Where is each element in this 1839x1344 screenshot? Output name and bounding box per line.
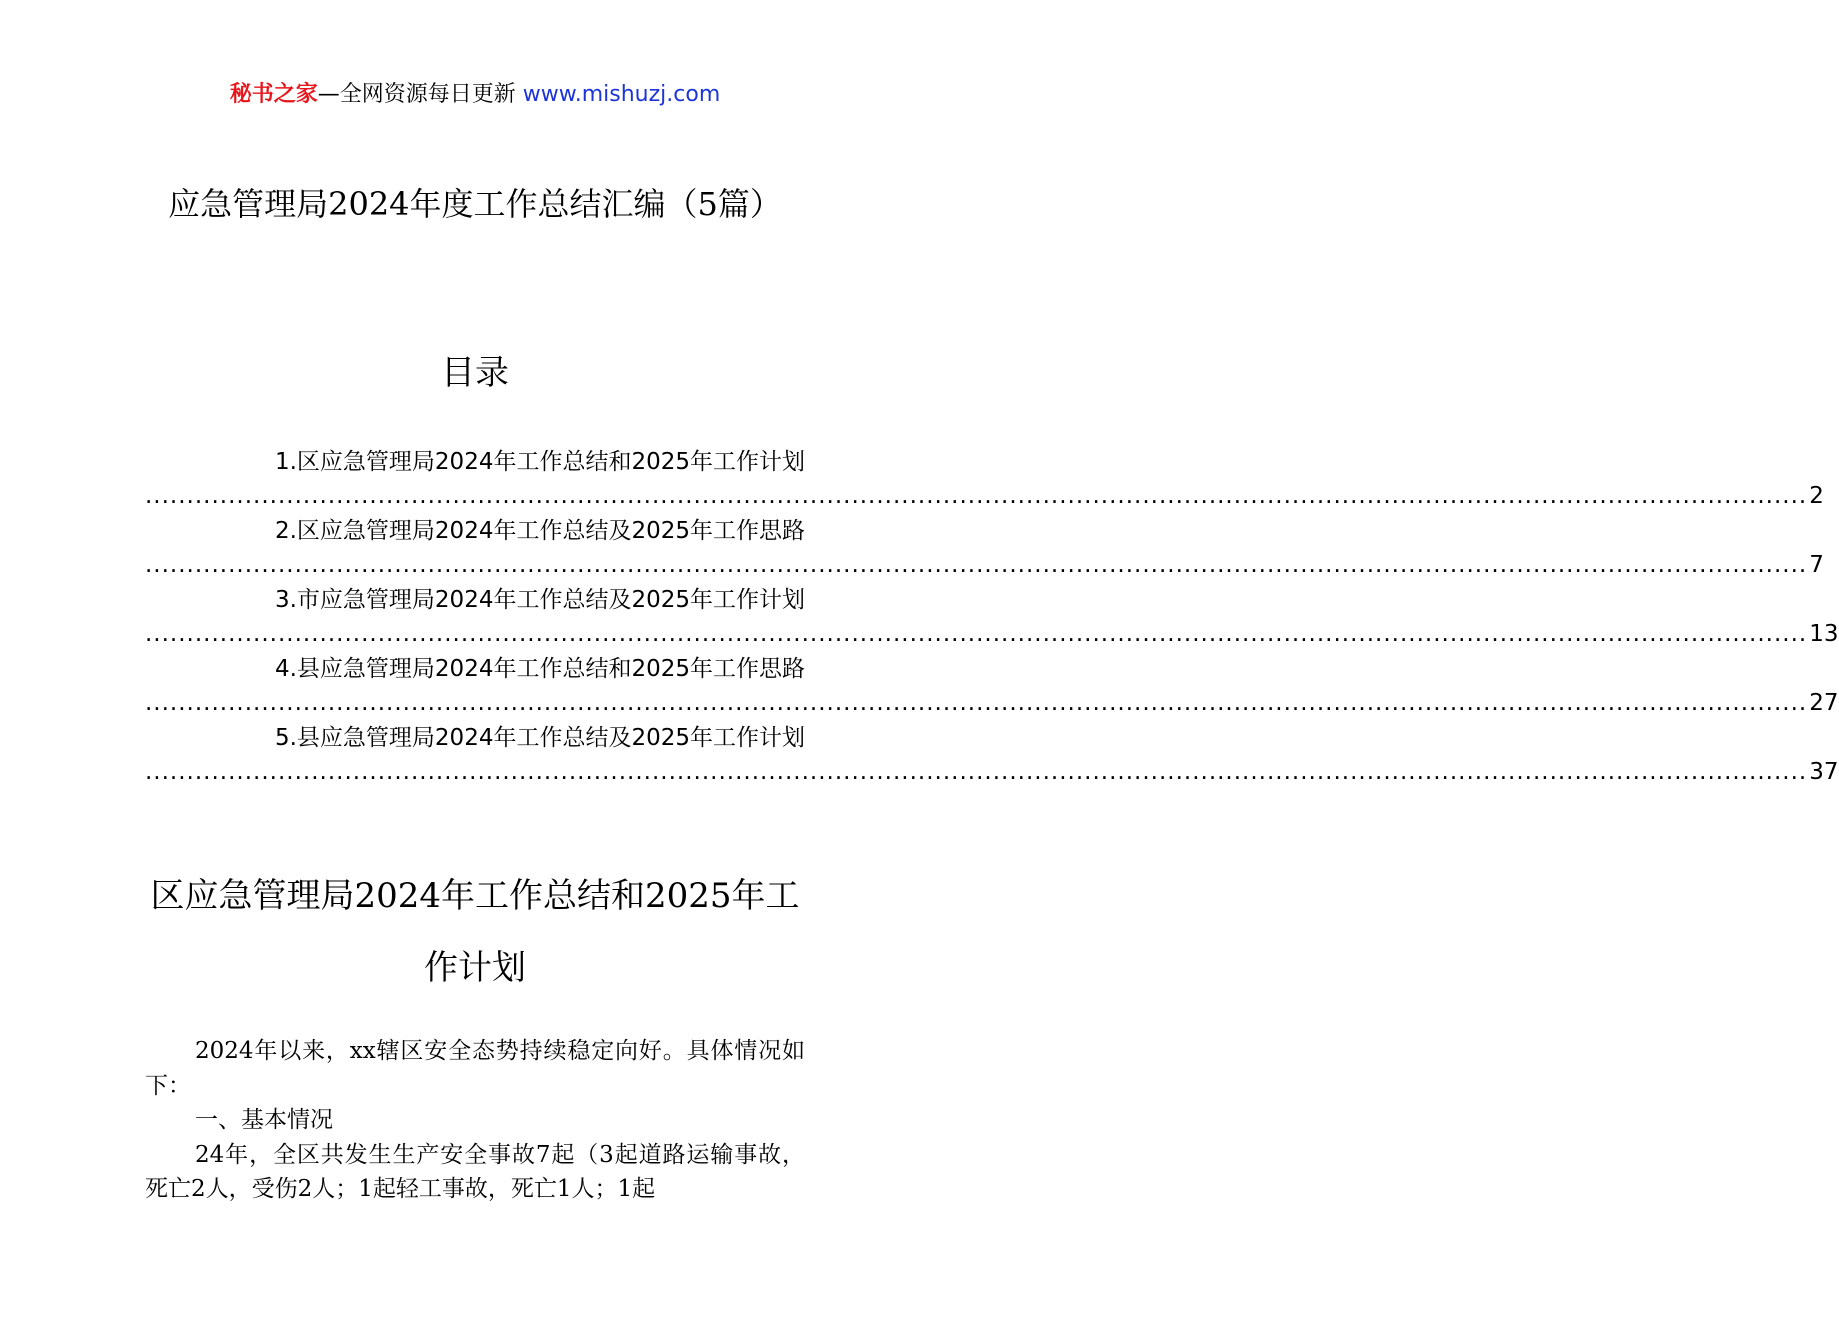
toc-heading: 目录 [441, 353, 509, 393]
dot-leader: ........................................................................................................................................................................................................ [145, 621, 1808, 647]
subheading-basic-situation: 一、基本情况 [195, 1107, 333, 1133]
site-url-link[interactable]: www.mishuzj.com [522, 82, 721, 107]
document-title: 应急管理局2024年度工作总结汇编（5篇） [168, 185, 782, 223]
site-header [0, 80, 950, 110]
toc-entry-5[interactable] [145, 721, 1839, 790]
toc-entry-page[interactable]: 2 [1809, 483, 1824, 509]
toc-entry-leader [145, 755, 1839, 790]
body-paragraph: 24年，全区共发生生产安全事故7起（3起道路运输事故，死亡2人，受伤2人；1起轻工事故，死亡1人；1起 [145, 1141, 805, 1202]
body-paragraph: 2024年以来，xx辖区安全态势持续稳定向好。具体情况如下： [145, 1038, 805, 1099]
brand-name: 秘书之家 [229, 82, 318, 107]
section-title: 区应急管理局2024年工作总结和2025年工作计划 [150, 876, 800, 988]
toc-entry-1[interactable] [145, 445, 1824, 514]
dot-leader: ........................................................................................................................................................................................................ [145, 552, 1808, 578]
toc-entry-2[interactable] [145, 514, 1824, 583]
section-body [145, 1034, 805, 1207]
dot-leader: ........................................................................................................................................................................................................ [145, 690, 1808, 716]
toc-entry-page[interactable]: 27 [1809, 690, 1839, 716]
toc-entry-leader [145, 479, 1824, 514]
toc-entry-4[interactable] [145, 652, 1839, 721]
dot-leader: ........................................................................................................................................................................................................ [145, 483, 1808, 509]
toc-entry-title[interactable]: 1.区应急管理局2024年工作总结和2025年工作计划 [274, 449, 805, 475]
toc-entry-title[interactable]: 4.县应急管理局2024年工作总结和2025年工作思路 [274, 656, 805, 682]
toc-entry-title[interactable]: 3.市应急管理局2024年工作总结及2025年工作计划 [274, 587, 805, 613]
toc-entry-leader [145, 686, 1839, 721]
toc-entry-leader [145, 617, 1839, 652]
toc-entry-page[interactable]: 7 [1809, 552, 1824, 578]
toc-entry-title[interactable]: 5.县应急管理局2024年工作总结及2025年工作计划 [274, 725, 805, 751]
toc-entry-3[interactable] [145, 583, 1839, 652]
toc-entry-title[interactable]: 2.区应急管理局2024年工作总结及2025年工作思路 [274, 518, 805, 544]
dot-leader: ........................................................................................................................................................................................................ [145, 759, 1808, 785]
header-tagline: —全网资源每日更新 [317, 82, 523, 107]
table-of-contents [145, 445, 1839, 790]
toc-entry-leader [145, 548, 1824, 583]
toc-entry-page[interactable]: 37 [1809, 759, 1839, 785]
toc-entry-page[interactable]: 13 [1809, 621, 1839, 647]
